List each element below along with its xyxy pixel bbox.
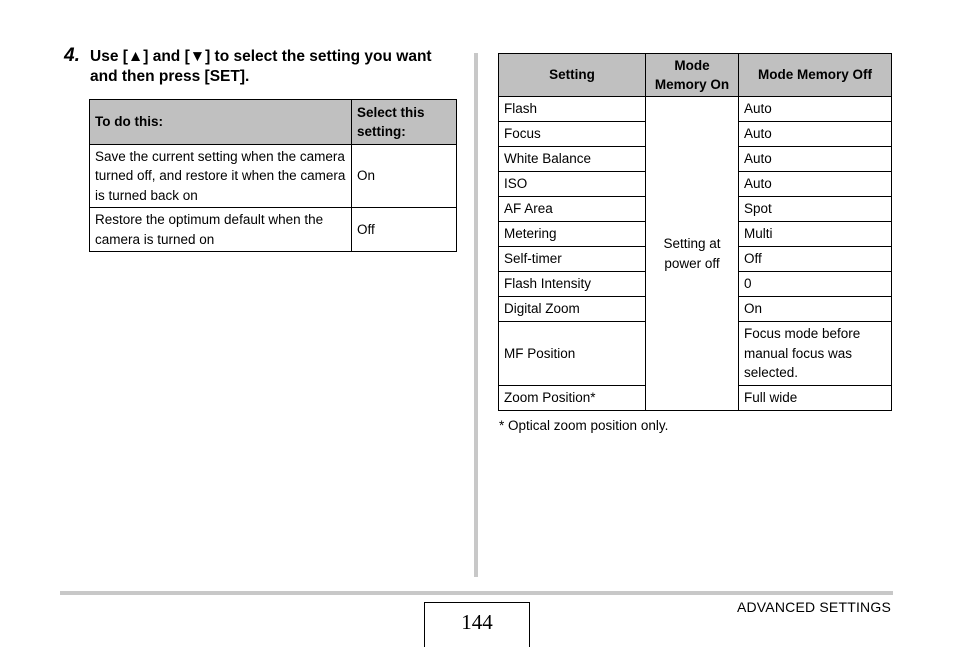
setting-name: Flash bbox=[499, 97, 646, 122]
settings-table bbox=[498, 53, 892, 411]
setting-name: Metering bbox=[499, 222, 646, 247]
header-mode-memory-on: Mode Memory On bbox=[646, 54, 739, 97]
setting-name: AF Area bbox=[499, 197, 646, 222]
table-row bbox=[90, 208, 457, 252]
memory-off-value: Auto bbox=[739, 122, 892, 147]
step-text: Use [▲] and [▼] to select the setting you want and then press [SET]. bbox=[90, 48, 432, 85]
footer-rule bbox=[60, 591, 893, 595]
memory-off-value: 0 bbox=[739, 272, 892, 297]
setting-name: White Balance bbox=[499, 147, 646, 172]
step-number: 4. bbox=[64, 45, 80, 66]
setting-name: Self-timer bbox=[499, 247, 646, 272]
table-header-row bbox=[90, 100, 457, 145]
column-divider bbox=[474, 53, 478, 577]
memory-off-value: Focus mode before manual focus was selected. bbox=[739, 322, 892, 386]
memory-on-value: Setting at power off bbox=[646, 97, 739, 411]
memory-off-value: Off bbox=[739, 247, 892, 272]
memory-off-value: Spot bbox=[739, 197, 892, 222]
setting-name: Focus bbox=[499, 122, 646, 147]
memory-off-value: On bbox=[739, 297, 892, 322]
table-cell: Save the current setting when the camera turned off, and restore it when the camera is turned back on bbox=[90, 145, 352, 208]
step-instruction bbox=[64, 47, 459, 87]
setting-name: ISO bbox=[499, 172, 646, 197]
table-row bbox=[90, 145, 457, 208]
memory-off-value: Auto bbox=[739, 97, 892, 122]
table-cell: Restore the optimum default when the camera is turned on bbox=[90, 208, 352, 252]
memory-off-value: Auto bbox=[739, 147, 892, 172]
table-cell: Off bbox=[352, 208, 457, 252]
setting-name: Digital Zoom bbox=[499, 297, 646, 322]
header-to-do-this: To do this: bbox=[90, 100, 352, 145]
header-select-setting: Select this setting: bbox=[352, 100, 457, 145]
table-cell: On bbox=[352, 145, 457, 208]
header-mode-memory-off: Mode Memory Off bbox=[739, 54, 892, 97]
table-header-row bbox=[499, 54, 892, 97]
setting-name: Flash Intensity bbox=[499, 272, 646, 297]
memory-off-value: Auto bbox=[739, 172, 892, 197]
section-title: ADVANCED SETTINGS bbox=[736, 599, 891, 615]
memory-off-value: Multi bbox=[739, 222, 892, 247]
table-row bbox=[499, 97, 892, 122]
page-number: 144 bbox=[424, 602, 530, 647]
setting-name: Zoom Position* bbox=[499, 386, 646, 411]
setting-name: MF Position bbox=[499, 322, 646, 386]
options-table bbox=[89, 99, 457, 252]
header-setting: Setting bbox=[499, 54, 646, 97]
footnote: * Optical zoom position only. bbox=[499, 418, 669, 433]
memory-off-value: Full wide bbox=[739, 386, 892, 411]
